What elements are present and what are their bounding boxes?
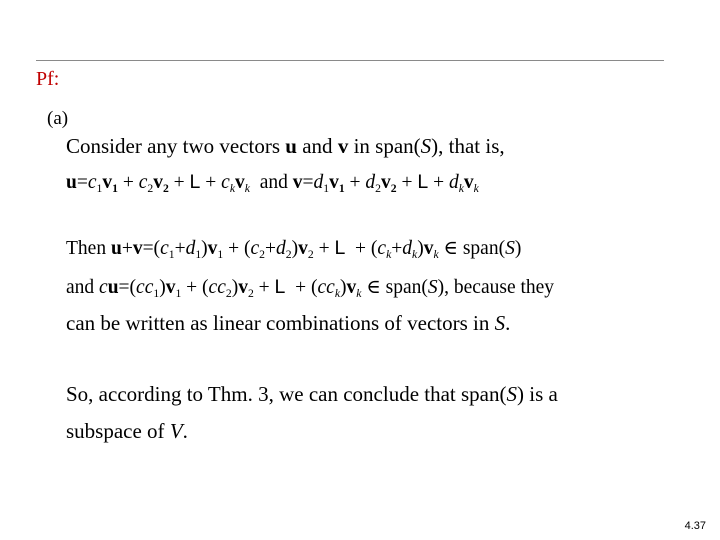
statement-line-2: $u=c_1v_1 + c_2v_2 + L + c_kv_k$ and $v=d_1v_1 + d_2v_2 + L + d_kv_k$ xyxy=(66,171,479,196)
conclusion-line-2: subspace of V. xyxy=(66,419,188,443)
statement-line-4: and $cu=(cc_1)v_1 + (cc_2)v_2 + L + (cc_k)v_k$ ∈ span(S), because they xyxy=(66,276,555,301)
statement-line-3: Then $u+v=(c_1+d_1)v_1 + (c_2+d_2)v_2 + L + (c_k+d_k)v_k$ ∈ span(S) xyxy=(66,237,522,262)
part-label: (a) xyxy=(47,108,69,129)
proof-heading: Pf: xyxy=(36,68,60,90)
conclusion-line-1: So, according to Thm. 3, we can conclude that span(S) is a xyxy=(66,382,558,406)
statement-line-5: can be written as linear combinations of vectors in S. xyxy=(66,311,511,335)
title-rule xyxy=(36,60,664,61)
statement-line-1: Consider any two vectors u and v in span(S), that is, xyxy=(66,134,505,158)
page-number: 4.37 xyxy=(684,520,706,532)
